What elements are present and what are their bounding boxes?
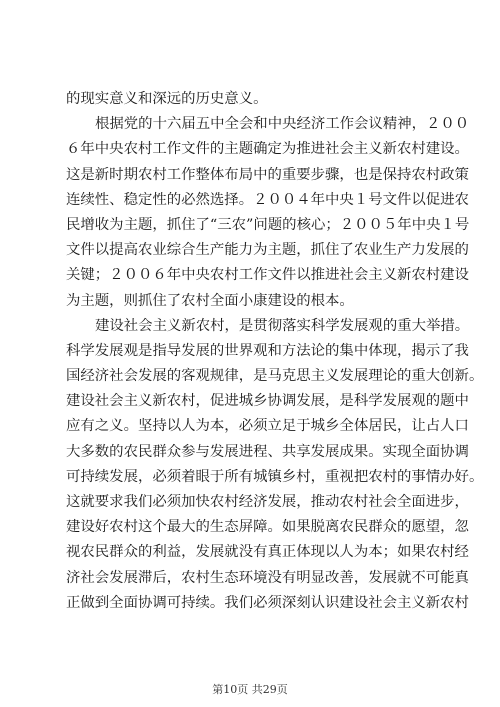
text-line: 民增收为主题，抓住了“三农”问题的核心；２００５年中央１号 — [66, 216, 470, 233]
text-line: 大多数的农民群众参与发展进程、共享发展成果。实现全面协调 — [66, 443, 469, 460]
text-line: 这是新时期农村工作整体布局中的重要步骤，也是保持农村政策 — [66, 166, 469, 183]
text-line: 科学发展观是指导发展的世界观和方法论的集中体现，揭示了我 — [66, 342, 469, 359]
text-line: 可持续发展，必须着眼于所有城镇乡村，重视把农村的事情办好。 — [66, 468, 484, 485]
text-line: 国经济社会发展的客观规律，是马克思主义发展理论的重大创新。 — [66, 368, 484, 385]
text-line: 这就要求我们必须加快农村经济发展，推动农村社会全面进步， — [66, 494, 469, 510]
text-line: 建设社会主义新农村，是贯彻落实科学发展观的重大举措。 — [95, 317, 470, 334]
text-line: 济社会发展滞后，农村生态环境没有明显改善，发展就不可能真 — [66, 569, 469, 586]
text-line: 视农民群众的利益，发展就没有真正体现以人为本；如果农村经 — [66, 544, 469, 561]
text-line: 连续性、稳定性的必然选择。２００４年中央１号文件以促进农 — [66, 191, 469, 208]
page-footer: 第10页 共29页 — [212, 683, 288, 696]
text-line: 的现实意义和深远的历史意义。 — [66, 91, 268, 107]
text-line: 建设社会主义新农村，促进城乡协调发展，是科学发展观的题中 — [66, 393, 469, 410]
text-line: 关键；２００６年中央农村工作文件以推进社会主义新农村建设 — [66, 267, 469, 284]
text-line: 正做到全面协调可持续。我们必须深刻认识建设社会主义新农村 — [66, 594, 469, 611]
document-body — [66, 87, 484, 616]
text-line: ６年中央农村工作文件的主题确定为推进社会主义新农村建设。 — [66, 141, 469, 158]
text-line: 文件以提高农业综合生产能力为主题，抓住了农业生产力发展的 — [66, 242, 469, 259]
text-line: 为主题，则抓住了农村全面小康建设的根本。 — [66, 292, 354, 309]
text-line: 建设好农村这个最大的生态屏障。如果脱离农民群众的愿望，忽 — [66, 519, 469, 536]
text-line: 应有之义。坚持以人为本，必须立足于城乡全体居民，让占人口 — [66, 418, 469, 435]
text-line: 根据党的十六届五中全会和中央经济工作会议精神，２００ — [95, 116, 470, 133]
